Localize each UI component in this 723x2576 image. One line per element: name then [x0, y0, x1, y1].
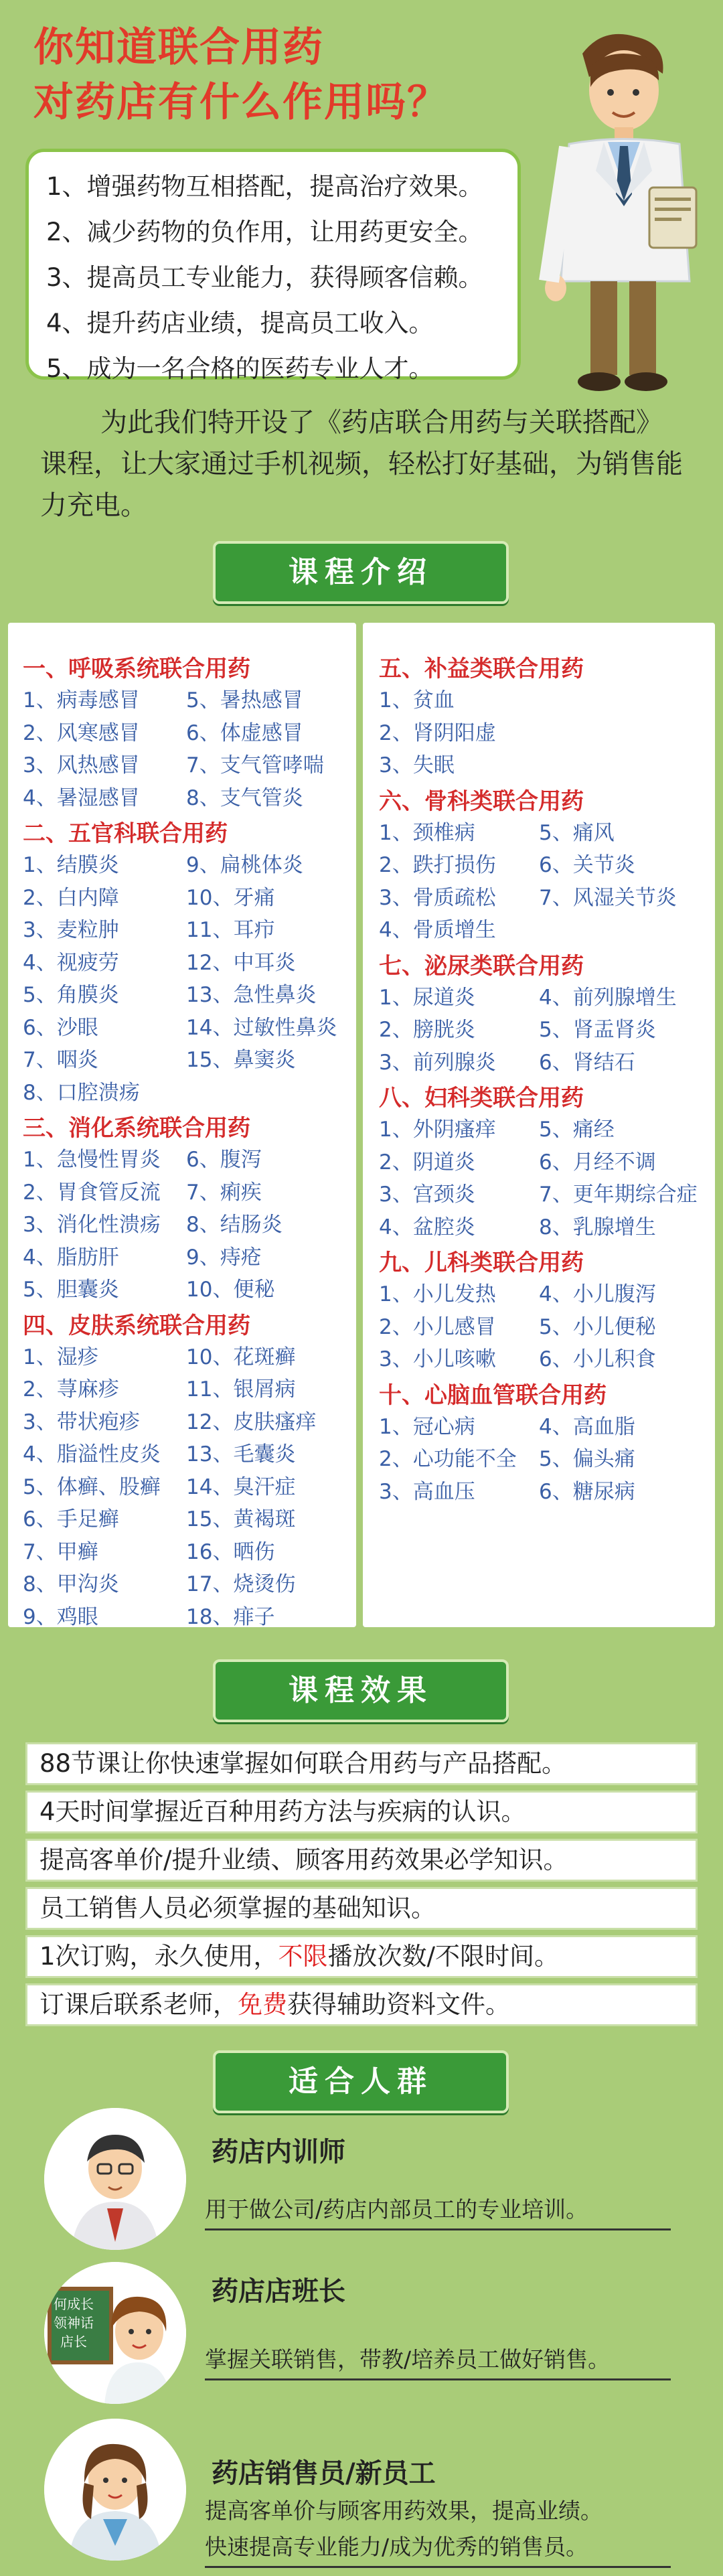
course-item: 4、暑湿感冒	[23, 785, 140, 810]
course-item	[539, 749, 716, 782]
benefit-item: 2、减少药物的负作用，让用药更安全。	[46, 218, 483, 246]
course-category-title: 八、妇科类联合用药	[379, 1085, 584, 1112]
course-item: 10、牙痛	[186, 885, 275, 910]
course-item: 6、腹泻	[186, 1148, 262, 1172]
effect-text: 88节课让你快速掌握如何联合用药与产品搭配。	[39, 1749, 567, 1778]
course-item: 13、毛囊炎	[186, 1442, 296, 1466]
course-item: 7、风湿关节炎	[539, 885, 677, 910]
effect-text: 员工销售人员必须掌握的基础知识。	[39, 1894, 436, 1922]
course-item: 3、小儿咳嗽	[379, 1347, 496, 1371]
course-item: 1、颈椎病	[379, 820, 475, 845]
audience-desc: 用于做公司/药店内部员工的专业培训。	[205, 2196, 588, 2222]
course-column-right	[363, 623, 715, 1627]
course-item: 2、肾阴阳虚	[379, 721, 496, 745]
effect-text: 播放次数/不限时间。	[327, 1942, 560, 1971]
effect-row	[25, 1839, 698, 1882]
board-text: 领神话	[54, 2315, 94, 2331]
course-item-grid	[379, 684, 715, 782]
course-effect-list	[25, 1742, 698, 2032]
audience-name: 药店内训师	[212, 2137, 345, 2168]
benefit-item: 1、增强药物互相搭配，提高治疗效果。	[46, 172, 483, 201]
board-text: 何成长	[54, 2296, 94, 2312]
course-item-grid	[379, 1114, 715, 1243]
course-item: 2、白内障	[23, 885, 119, 910]
effect-row	[25, 1742, 698, 1785]
course-item: 9、鸡眼	[23, 1604, 98, 1629]
course-item: 4、脂肪肝	[23, 1245, 119, 1270]
course-item: 6、肾结石	[539, 1050, 635, 1075]
course-item: 2、阴道炎	[379, 1150, 475, 1175]
divider	[205, 2228, 671, 2230]
course-item: 15、鼻窦炎	[186, 1048, 296, 1072]
course-item: 10、便秘	[186, 1278, 275, 1302]
title-line-2: 对药店有什么作用吗？	[33, 79, 449, 126]
course-item: 1、病毒感冒	[23, 688, 140, 712]
effect-row	[25, 1791, 698, 1833]
course-item: 3、前列腺炎	[379, 1050, 496, 1075]
course-item: 5、小儿便秘	[539, 1314, 656, 1339]
course-item: 5、偏头痛	[539, 1447, 635, 1471]
course-item: 17、烧烫伤	[186, 1572, 296, 1596]
course-item: 2、小儿感冒	[379, 1314, 496, 1339]
course-category-title: 四、皮肤系统联合用药	[23, 1312, 250, 1339]
course-item	[539, 914, 716, 947]
course-category-title: 五、补益类联合用药	[379, 656, 584, 682]
course-item: 14、臭汗症	[186, 1474, 296, 1499]
course-item-grid	[379, 817, 715, 947]
course-item: 3、风热感冒	[23, 753, 140, 777]
course-item: 5、胆囊炎	[23, 1278, 119, 1302]
course-item: 6、关节炎	[539, 853, 635, 877]
course-item: 18、痱子	[186, 1604, 275, 1629]
course-item: 3、失眠	[379, 753, 455, 777]
intro-paragraph: 为此我们特开设了《药店联合用药与关联搭配》课程，让大家通过手机视频，轻松打好基础，为销售能力充电。	[40, 407, 683, 521]
course-item: 7、咽炎	[23, 1048, 98, 1072]
course-item: 6、沙眼	[23, 1015, 98, 1040]
course-item: 13、急性鼻炎	[186, 983, 317, 1007]
course-item: 3、宫颈炎	[379, 1183, 475, 1207]
course-item	[539, 717, 716, 750]
course-item: 4、高血脂	[539, 1414, 635, 1439]
benefit-item: 4、提升药店业绩，提高员工收入。	[46, 309, 434, 337]
course-category-title: 九、儿科类联合用药	[379, 1249, 584, 1276]
benefit-item: 5、成为一名合格的医药专业人才。	[46, 354, 434, 383]
course-item: 12、中耳炎	[186, 950, 296, 975]
course-item: 11、银屑病	[186, 1377, 296, 1401]
course-column-left	[8, 623, 356, 1627]
course-item: 2、心功能不全	[379, 1447, 517, 1471]
course-item: 5、角膜炎	[23, 983, 119, 1007]
course-item: 4、盆腔炎	[379, 1215, 475, 1239]
course-item: 7、支气管哮喘	[186, 753, 324, 777]
course-item-grid	[23, 684, 356, 814]
course-item-grid	[379, 1278, 715, 1376]
course-item: 5、暑热感冒	[186, 688, 303, 712]
course-item: 4、骨质增生	[379, 918, 496, 942]
effect-row	[25, 1887, 698, 1930]
trainer-avatar	[44, 2108, 186, 2250]
course-item: 4、小儿腹泻	[539, 1282, 656, 1306]
course-item: 12、皮肤瘙痒	[186, 1410, 317, 1434]
audience-banner: 适合人群	[213, 2050, 509, 2113]
course-item: 5、体癣、股癣	[23, 1474, 161, 1499]
effect-text: 订课后联系老师，	[39, 1990, 238, 2019]
course-panel	[8, 623, 715, 1627]
course-item: 8、支气管炎	[186, 785, 303, 810]
audience-name: 药店店班长	[212, 2276, 345, 2307]
course-item: 7、甲癣	[23, 1539, 98, 1564]
course-effect-banner: 课程效果	[213, 1659, 509, 1722]
course-item: 6、手足癣	[23, 1507, 119, 1531]
course-item: 5、痛风	[539, 820, 615, 845]
course-item: 3、麦粒肿	[23, 918, 119, 942]
effect-highlight: 免费	[238, 1990, 287, 2019]
course-item: 1、湿疹	[23, 1345, 98, 1369]
course-item: 1、急慢性胃炎	[23, 1148, 161, 1172]
course-item: 1、冠心病	[379, 1414, 475, 1439]
audience-name: 药店销售员/新员工	[212, 2458, 436, 2489]
effect-row	[25, 1983, 698, 2026]
course-item: 3、带状疱疹	[23, 1410, 140, 1434]
course-item: 8、口腔溃疡	[23, 1080, 140, 1105]
benefit-item: 3、提高员工专业能力，获得顾客信赖。	[46, 263, 483, 292]
course-item: 3、高血压	[379, 1479, 475, 1504]
course-item: 2、风寒感冒	[23, 721, 140, 745]
course-item: 2、荨麻疹	[23, 1377, 119, 1401]
course-item: 10、花斑癣	[186, 1345, 296, 1369]
divider	[205, 2378, 671, 2380]
page-title	[33, 20, 449, 130]
course-item: 14、过敏性鼻炎	[186, 1015, 337, 1040]
board-text: 店长	[60, 2334, 87, 2350]
course-item-grid	[23, 1144, 356, 1306]
course-item: 2、胃食管反流	[23, 1180, 161, 1205]
audience-desc: 快速提高专业能力/成为优秀的销售员。	[205, 2534, 588, 2560]
course-item-grid	[23, 1341, 356, 1634]
course-item: 15、黄褐斑	[186, 1507, 296, 1531]
course-item: 6、月经不调	[539, 1150, 656, 1175]
effect-row	[25, 1935, 698, 1978]
course-item-grid	[379, 982, 715, 1079]
course-category-title: 一、呼吸系统联合用药	[23, 656, 250, 682]
benefits-box	[25, 149, 521, 383]
effect-text: 提高客单价/提升业绩、顾客用药效果必学知识。	[39, 1845, 568, 1874]
course-item: 1、小儿发热	[379, 1282, 496, 1306]
course-item: 7、更年期综合症	[539, 1183, 698, 1207]
course-item-grid	[23, 849, 356, 1109]
course-item: 8、乳腺增生	[539, 1215, 656, 1239]
course-item: 3、骨质疏松	[379, 885, 496, 910]
course-item: 11、耳疖	[186, 918, 275, 942]
course-item: 1、外阴瘙痒	[379, 1118, 496, 1142]
course-item: 8、结肠炎	[186, 1213, 283, 1237]
effect-text: 1次订购，永久使用，	[39, 1942, 278, 1971]
divider	[205, 2566, 671, 2568]
course-item: 5、痛经	[539, 1118, 615, 1142]
course-item: 9、痔疮	[186, 1245, 262, 1270]
course-item-grid	[379, 1411, 715, 1509]
course-item	[186, 1077, 353, 1110]
course-category-title: 三、消化系统联合用药	[23, 1115, 250, 1142]
course-item: 2、跌打损伤	[379, 853, 496, 877]
course-item: 8、甲沟炎	[23, 1572, 119, 1596]
course-item: 1、尿道炎	[379, 985, 475, 1010]
course-category-title: 二、五官科联合用药	[23, 820, 228, 847]
course-item: 7、痢疾	[186, 1180, 262, 1205]
course-item: 2、膀胱炎	[379, 1018, 475, 1042]
course-item: 1、贫血	[379, 688, 455, 712]
course-intro-banner: 课程介绍	[213, 541, 509, 604]
audience-desc: 掌握关联销售，带教/培养员工做好销售。	[205, 2346, 611, 2372]
course-item: 4、前列腺增生	[539, 985, 677, 1010]
course-item: 6、体虚感冒	[186, 721, 303, 745]
team-leader-avatar	[44, 2262, 186, 2404]
course-item: 5、肾盂肾炎	[539, 1018, 656, 1042]
course-category-title: 十、心脑血管联合用药	[379, 1381, 607, 1409]
course-item: 3、消化性溃疡	[23, 1213, 161, 1237]
audience-desc: 提高客单价与顾客用药效果，提高业绩。	[205, 2498, 602, 2524]
course-item: 9、扁桃体炎	[186, 853, 303, 877]
course-item: 1、结膜炎	[23, 853, 119, 877]
course-category-title: 七、泌尿类联合用药	[379, 952, 584, 980]
course-item: 4、脂溢性皮炎	[23, 1442, 161, 1466]
effect-highlight: 不限	[278, 1942, 328, 1971]
effect-text: 4天时间掌握近百种用药方法与疾病的认识。	[39, 1797, 526, 1826]
title-line-1: 你知道联合用药	[33, 24, 324, 71]
effect-text: 获得辅助资料文件。	[287, 1990, 510, 2019]
course-item: 4、视疲劳	[23, 950, 119, 975]
course-item: 6、糖尿病	[539, 1479, 635, 1504]
course-item	[539, 684, 716, 717]
course-item: 6、小儿积食	[539, 1347, 656, 1371]
sales-staff-avatar	[44, 2419, 186, 2561]
course-item: 16、晒伤	[186, 1539, 275, 1564]
course-category-title: 六、骨科类联合用药	[379, 787, 584, 815]
doctor-illustration	[529, 27, 710, 402]
